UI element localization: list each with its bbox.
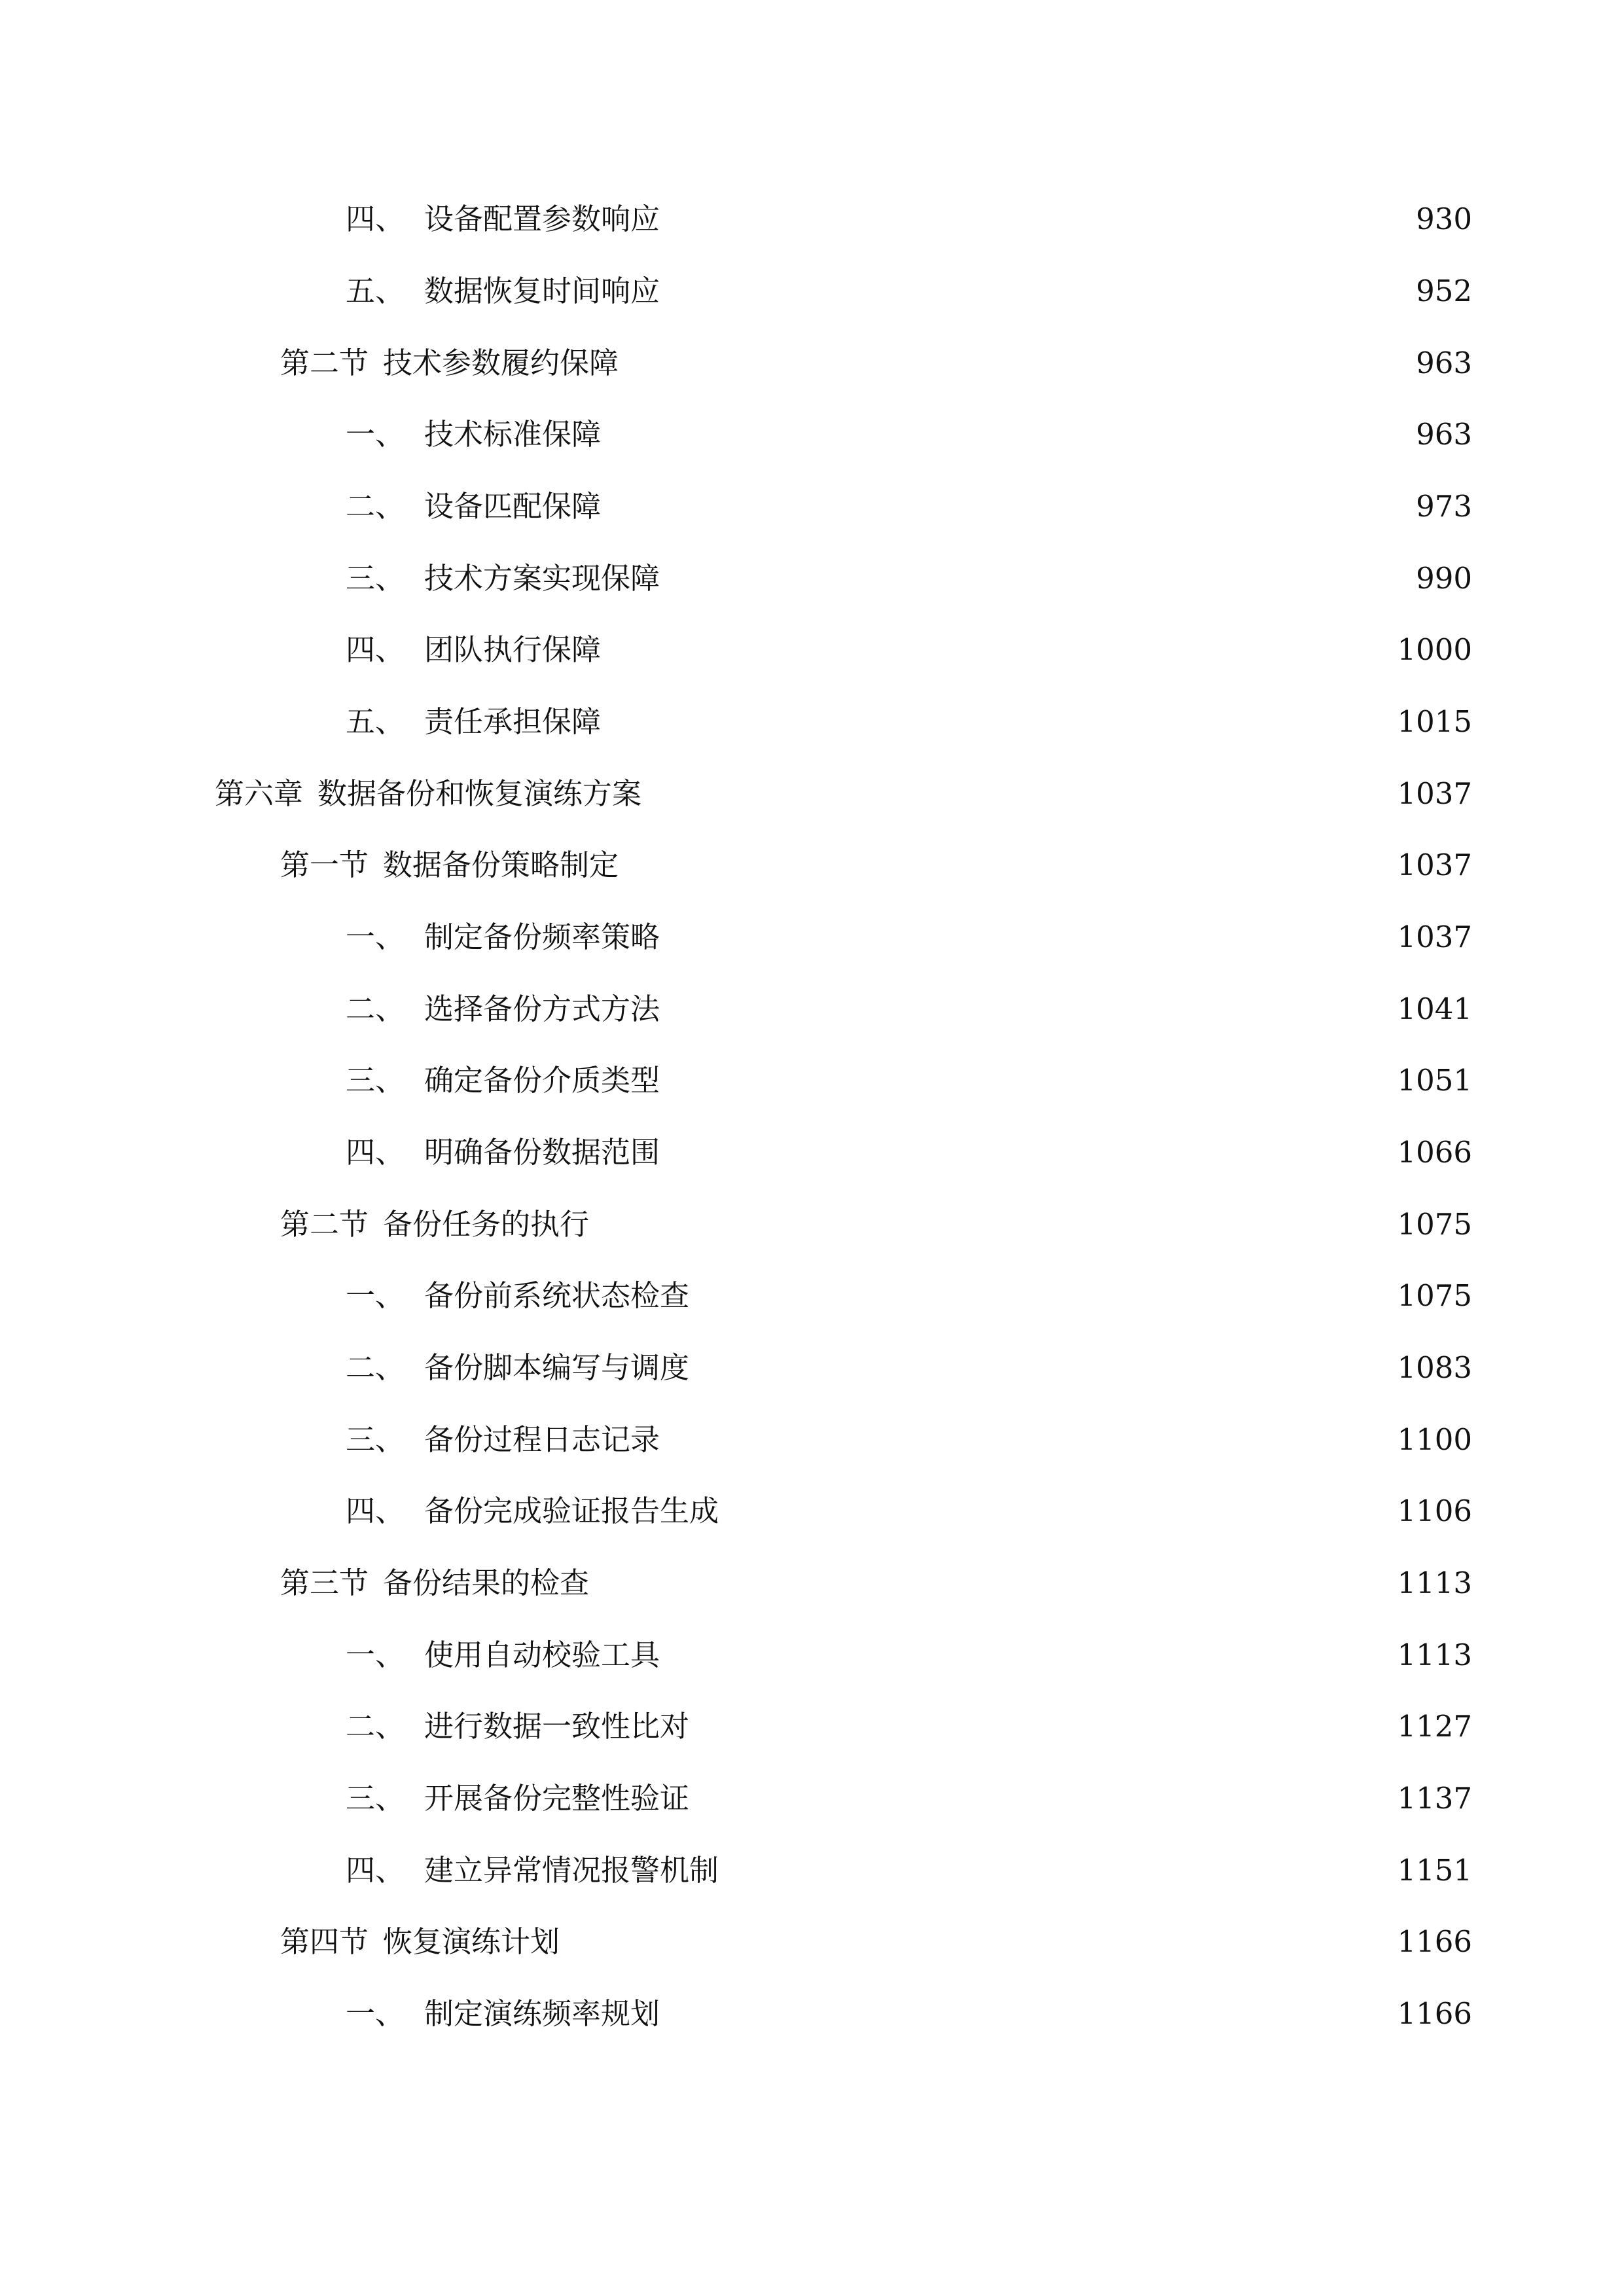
entry-page-number: 1075: [1397, 1278, 1472, 1313]
entry-page-number: 990: [1416, 561, 1472, 596]
dot-leader: [610, 624, 1385, 676]
entry-title: 设备匹配保障: [424, 489, 602, 524]
dot-leader: [628, 337, 1404, 389]
entry-page-number: 1075: [1397, 1207, 1472, 1242]
dot-leader: [698, 1772, 1385, 1825]
dot-leader: [669, 1629, 1385, 1681]
entry-title: 技术方案实现保障: [424, 561, 660, 596]
entry-title: 备份任务的执行: [383, 1207, 590, 1242]
toc-entry[interactable]: [346, 1700, 1472, 1753]
entry-title: 设备配置参数响应: [424, 202, 660, 236]
entry-title: 恢复演练计划: [383, 1924, 560, 1959]
toc-entry[interactable]: [346, 1342, 1472, 1394]
entry-page-number: 1151: [1397, 1853, 1472, 1888]
toc-entry[interactable]: [280, 1557, 1472, 1609]
dot-leader: [598, 1557, 1385, 1609]
entry-title: 选择备份方式方法: [424, 992, 660, 1026]
entry-page-number: 1037: [1397, 920, 1472, 954]
dot-leader: [698, 1270, 1385, 1322]
toc-entry[interactable]: [346, 911, 1472, 963]
entry-page-number: 1166: [1397, 1924, 1472, 1959]
entry-page-number: 1113: [1397, 1638, 1472, 1672]
dot-leader: [669, 911, 1385, 963]
entry-number: 第六章: [215, 776, 304, 811]
entry-number: 第一节: [280, 848, 369, 882]
dot-leader: [569, 1916, 1385, 1968]
entry-number: 四、: [346, 1135, 405, 1170]
toc-entry[interactable]: [346, 265, 1472, 317]
toc-entry[interactable]: [346, 1485, 1472, 1537]
entry-number: 五、: [346, 274, 405, 308]
toc-entry[interactable]: [346, 480, 1472, 533]
entry-number: 三、: [346, 1422, 405, 1457]
entry-title: 责任承担保障: [424, 704, 602, 739]
dot-leader: [728, 1844, 1385, 1897]
entry-title: 数据备份和恢复演练方案: [317, 776, 642, 811]
entry-number: 二、: [346, 489, 405, 524]
dot-leader: [651, 768, 1385, 820]
entry-title: 数据备份策略制定: [383, 848, 619, 882]
entry-title: 备份前系统状态检查: [424, 1278, 690, 1313]
entry-title: 开展备份完整性验证: [424, 1781, 690, 1816]
entry-number: 一、: [346, 1638, 405, 1672]
entry-title: 备份完成验证报告生成: [424, 1494, 719, 1528]
toc-entry-chapter[interactable]: [215, 768, 1472, 820]
entry-number: 四、: [346, 632, 405, 667]
toc-entry[interactable]: [346, 1054, 1472, 1107]
entry-number: 四、: [346, 1853, 405, 1888]
dot-leader: [728, 1485, 1385, 1537]
dot-leader: [669, 983, 1385, 1035]
toc-entry[interactable]: [280, 839, 1472, 891]
entry-number: 四、: [346, 1494, 405, 1528]
entry-page-number: 1106: [1397, 1494, 1472, 1528]
entry-title: 数据恢复时间响应: [424, 274, 660, 308]
entry-title: 制定演练频率规划: [424, 1996, 660, 2031]
entry-title: 制定备份频率策略: [424, 920, 660, 954]
toc-entry[interactable]: [346, 1844, 1472, 1897]
entry-page-number: 1041: [1397, 992, 1472, 1026]
entry-page-number: 1037: [1397, 776, 1472, 811]
entry-title: 备份过程日志记录: [424, 1422, 660, 1457]
entry-title: 使用自动校验工具: [424, 1638, 660, 1672]
toc-entry[interactable]: [346, 983, 1472, 1035]
entry-number: 三、: [346, 561, 405, 596]
entry-page-number: 973: [1416, 489, 1472, 524]
entry-title: 确定备份介质类型: [424, 1063, 660, 1098]
dot-leader: [669, 1988, 1385, 2040]
entry-page-number: 963: [1416, 417, 1472, 452]
toc-entry[interactable]: [346, 1629, 1472, 1681]
entry-title: 备份脚本编写与调度: [424, 1350, 690, 1385]
entry-page-number: 1000: [1397, 632, 1472, 667]
dot-leader: [669, 1414, 1385, 1466]
dot-leader: [669, 1054, 1385, 1107]
toc-entry[interactable]: [346, 193, 1472, 245]
entry-number: 第四节: [280, 1924, 369, 1959]
toc-entry[interactable]: [280, 1198, 1472, 1251]
entry-page-number: 1113: [1397, 1566, 1472, 1600]
dot-leader: [698, 1700, 1385, 1753]
dot-leader: [610, 480, 1404, 533]
toc-entry[interactable]: [280, 1916, 1472, 1968]
toc-entry[interactable]: [346, 624, 1472, 676]
entry-number: 三、: [346, 1781, 405, 1816]
dot-leader: [669, 1126, 1385, 1179]
entry-title: 进行数据一致性比对: [424, 1709, 690, 1744]
entry-number: 二、: [346, 1350, 405, 1385]
entry-page-number: 1037: [1397, 848, 1472, 882]
entry-title: 技术参数履约保障: [383, 346, 619, 380]
entry-page-number: 963: [1416, 346, 1472, 380]
entry-title: 团队执行保障: [424, 632, 602, 667]
entry-page-number: 1166: [1397, 1996, 1472, 2031]
entry-number: 第二节: [280, 1207, 369, 1242]
toc-entry[interactable]: [346, 1988, 1472, 2040]
entry-number: 五、: [346, 704, 405, 739]
toc-entry[interactable]: [346, 1270, 1472, 1322]
entry-number: 一、: [346, 417, 405, 452]
toc-entry[interactable]: [346, 1414, 1472, 1466]
entry-title: 建立异常情况报警机制: [424, 1853, 719, 1888]
dot-leader: [598, 1198, 1385, 1251]
dot-leader: [610, 696, 1385, 748]
entry-page-number: 1083: [1397, 1350, 1472, 1385]
entry-number: 第二节: [280, 346, 369, 380]
entry-number: 四、: [346, 202, 405, 236]
entry-page-number: 952: [1416, 274, 1472, 308]
entry-number: 三、: [346, 1063, 405, 1098]
entry-page-number: 1051: [1397, 1063, 1472, 1098]
entry-number: 二、: [346, 1709, 405, 1744]
toc-entry[interactable]: [346, 408, 1472, 461]
entry-title: 明确备份数据范围: [424, 1135, 660, 1170]
entry-number: 二、: [346, 992, 405, 1026]
dot-leader: [669, 193, 1404, 245]
dot-leader: [628, 839, 1385, 891]
toc-entry[interactable]: [346, 1126, 1472, 1179]
toc-entry[interactable]: [346, 552, 1472, 605]
entry-page-number: 930: [1416, 202, 1472, 236]
dot-leader: [669, 552, 1404, 605]
toc-entry[interactable]: [280, 337, 1472, 389]
entry-page-number: 1015: [1397, 704, 1472, 739]
entry-title: 技术标准保障: [424, 417, 602, 452]
entry-title: 备份结果的检查: [383, 1566, 590, 1600]
entry-number: 一、: [346, 1996, 405, 2031]
toc-entry[interactable]: [346, 1772, 1472, 1825]
entry-page-number: 1127: [1397, 1709, 1472, 1744]
entry-number: 第三节: [280, 1566, 369, 1600]
entry-number: 一、: [346, 1278, 405, 1313]
dot-leader: [610, 408, 1404, 461]
entry-page-number: 1137: [1397, 1781, 1472, 1816]
dot-leader: [698, 1342, 1385, 1394]
toc-entry[interactable]: [346, 696, 1472, 748]
dot-leader: [669, 265, 1404, 317]
entry-number: 一、: [346, 920, 405, 954]
entry-page-number: 1066: [1397, 1135, 1472, 1170]
entry-page-number: 1100: [1397, 1422, 1472, 1457]
